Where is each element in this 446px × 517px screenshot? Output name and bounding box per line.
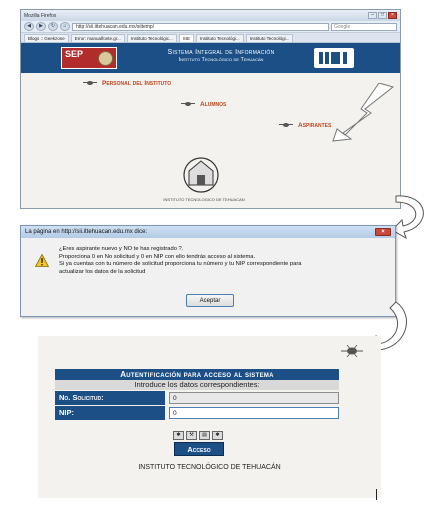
site-title: Sistema Integral de Información Instituto Tecnológico de Tehuacán [167, 49, 275, 63]
it-logo [314, 48, 354, 68]
site-header [21, 43, 400, 73]
address-bar[interactable]: http://sii.ittehuacan.edu.mx/siitemp/ [72, 23, 329, 31]
access-button[interactable]: Acceso [174, 442, 224, 456]
menu-personal-link[interactable]: Personal del Instituto [83, 79, 171, 87]
close-window-button[interactable]: × [388, 12, 397, 19]
bug-icon [279, 121, 293, 129]
tab-instituto-3[interactable]: Instituto Tecnológi... [246, 34, 294, 42]
solicitud-input[interactable] [169, 392, 339, 404]
tab-error[interactable]: Error: manualfonte.gr... [71, 34, 125, 42]
browser-navbar [21, 21, 400, 33]
browser-titlebar [21, 10, 400, 21]
browser-window [20, 9, 401, 209]
book-icon: ▤ [199, 431, 210, 440]
dialog-title: La página en http://sii.ittehuacan.edu.mx dice: [25, 229, 148, 235]
solicitud-row [55, 391, 339, 405]
tab-sie[interactable]: SIE [179, 34, 194, 42]
nip-input[interactable] [169, 407, 339, 419]
bug-icon [181, 100, 195, 108]
institute-footer: INSTITUTO TECNOLÓGICO DE TEHUACÁN [138, 464, 281, 471]
warning-icon [35, 254, 49, 267]
maximize-button[interactable]: □ [378, 12, 387, 19]
bug-icon [341, 344, 363, 358]
emblem-caption: INSTITUTO TECNOLOGICO DE TEHUACAN [163, 197, 245, 202]
login-form [55, 369, 339, 420]
decorative-icons [168, 431, 228, 441]
menu-alumnos-link[interactable]: Alumnos [181, 100, 226, 108]
home-icon[interactable]: ⌂ [60, 22, 70, 31]
nip-row [55, 406, 339, 420]
text-cursor [376, 489, 377, 500]
solicitud-label: No. Solicitud: [55, 391, 165, 405]
bug-icon [83, 79, 97, 87]
accept-button[interactable]: Aceptar [186, 294, 234, 307]
minimize-button[interactable]: – [368, 12, 377, 19]
star-icon: ✱ [173, 431, 184, 440]
seal-icon [98, 51, 113, 66]
callout-arrow-icon [331, 83, 397, 143]
site-body [21, 73, 400, 208]
dialog-close-button[interactable]: × [375, 228, 391, 236]
dialog-titlebar [21, 226, 395, 238]
emblem-icon [179, 155, 223, 195]
login-page [38, 336, 381, 498]
nip-label: NIP: [55, 406, 165, 420]
tab-blogs[interactable]: Blogs :: Geekzone [24, 34, 69, 42]
tab-instituto-1[interactable]: Instituto Tecnológic... [127, 34, 177, 42]
reload-icon[interactable]: ↻ [48, 22, 58, 31]
tab-bar [21, 33, 400, 43]
tool-icon: ⚒ [186, 431, 197, 440]
dialog-message: ¿Eres aspirante nuevo y NO te has registrado ?. Proporciona 0 en No solicitud y 0 en NIP con ello tendrás acceso al sistema. Si ya cuentas con tu número de solicitud proporciona tu número y tu NIP correspondiente para actualizar los datos de la solicitud [59, 246, 302, 275]
login-subheader: Introduce los datos correspondientes: [55, 380, 339, 390]
menu-aspirantes-link[interactable]: Aspirantes [279, 121, 331, 129]
alert-dialog [20, 225, 396, 317]
sep-logo: SEP [61, 47, 117, 69]
window-controls [368, 12, 397, 19]
search-input[interactable]: Google [331, 23, 397, 31]
back-icon[interactable]: ◀ [24, 22, 34, 31]
login-header: Autentificación para acceso al sistema [55, 369, 339, 380]
tab-instituto-2[interactable]: Instituto Tecnológi... [196, 34, 244, 42]
star-icon: ✱ [212, 431, 223, 440]
curved-arrow-icon [390, 190, 434, 242]
forward-icon[interactable]: ▶ [36, 22, 46, 31]
window-title: Mozilla Firefox [24, 12, 57, 19]
